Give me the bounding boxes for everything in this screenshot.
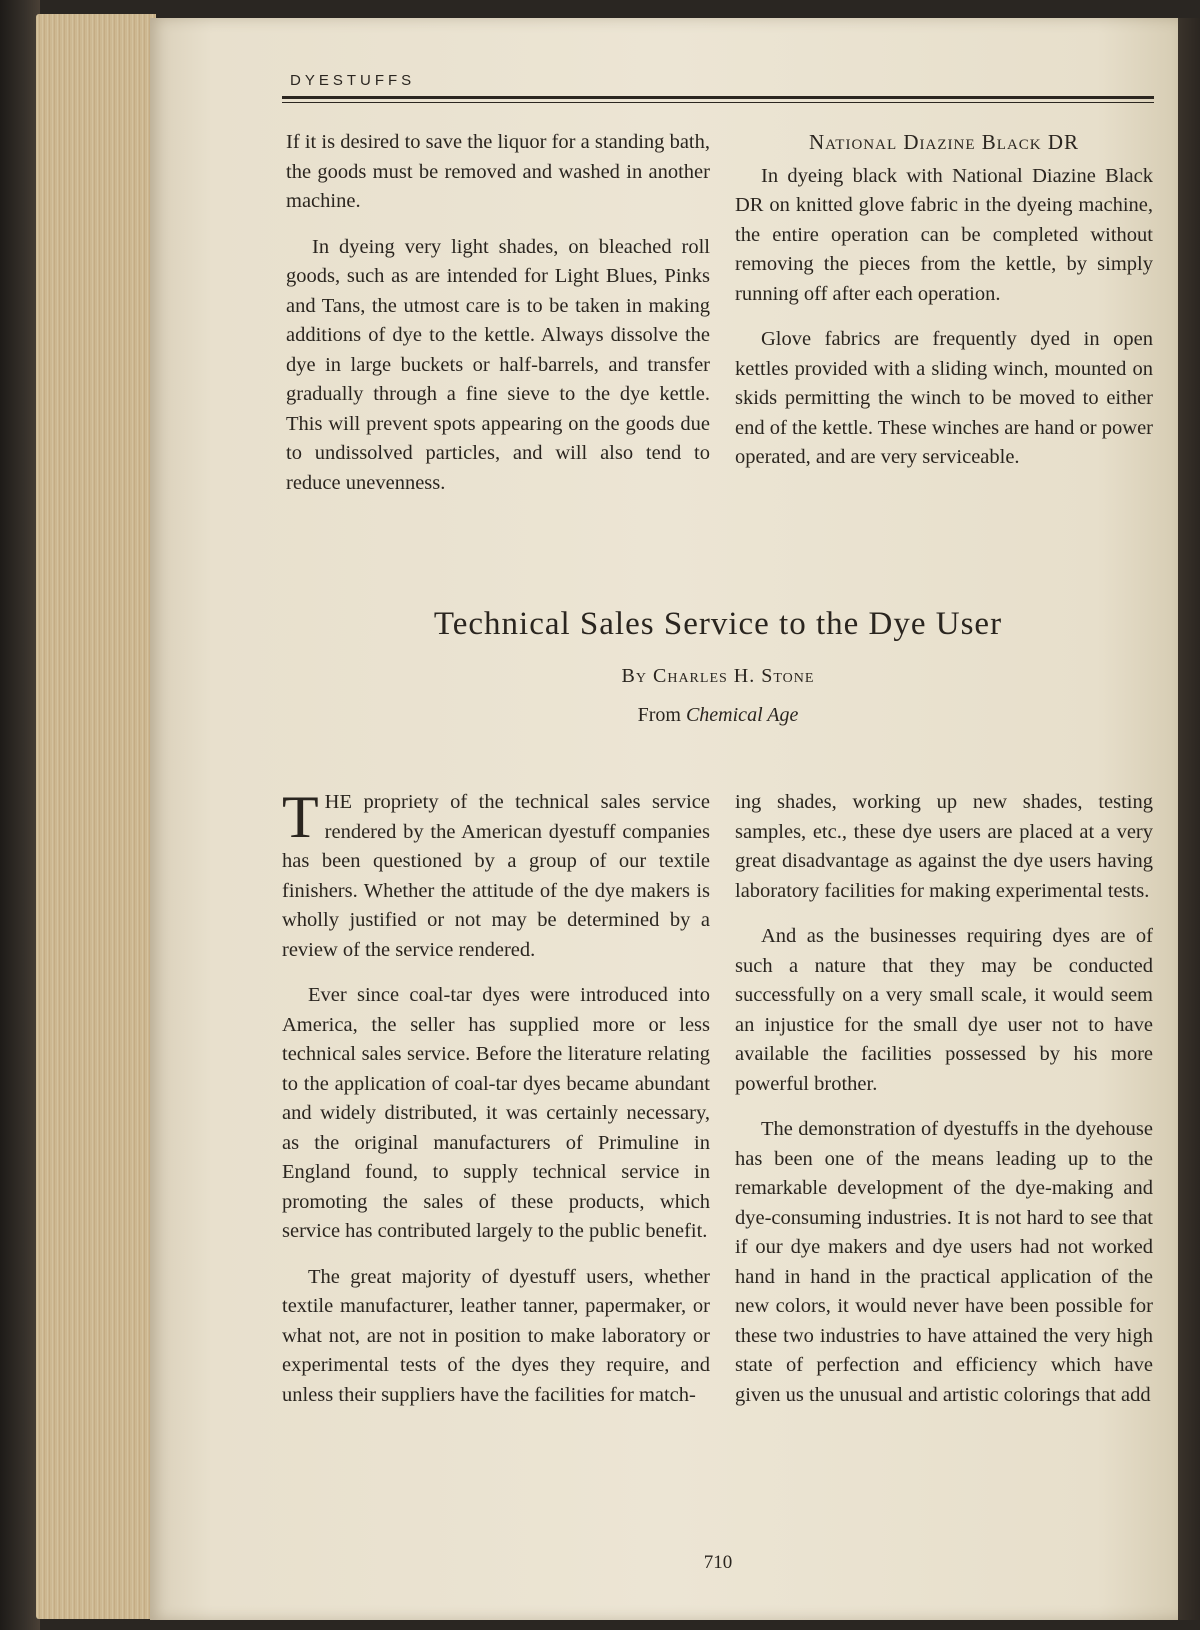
source-name: Chemical Age [685,704,799,726]
top-right-column [735,128,1153,473]
top-left-column [286,128,710,498]
paragraph: And as the businesses requiring dyes are of such a nature that they may be conducted successfully on a very small scale, it would seem an injustice for the small dye user not to have available the facilities possessed by his more powerful brother. [735,925,1153,1095]
page-number: 710 [703,1552,733,1573]
source-prefix: From [637,704,686,726]
drop-cap: T [282,784,319,850]
article-left-column [282,784,710,1410]
book-cover [0,0,40,1630]
paragraph [282,784,710,965]
paragraph: Glove fabrics are frequently dyed in open kettles provided with a sliding winch, mounted on skids permitting the winch to be moved to either end of the kettle. These winches are hand or power operated, and are very serviceable. [735,328,1153,468]
book-cover-right [1178,18,1200,1620]
article-right-column [735,788,1153,1410]
running-head: DYESTUFFS [290,72,416,89]
paragraph: The great majority of dyestuff users, whether textile manufacturer, leather tanner, papermaker, or what not, are not in position to make laboratory or experimental tests of the dyes they require, and unless their suppliers have the facilities for match- [282,1265,710,1406]
article-source [282,704,1154,727]
header-rule-thin [282,102,1154,103]
paragraph: The demonstration of dyestuffs in the dyehouse has been one of the means leading up to the remarkable development of the dye-making and dye-consuming industries. It is not hard to see that if our dye makers and dye users had not worked hand in hand in the practical application of the new colors, it would never have been possible for these two industries to have attained the very high state of perfection and efficiency which have given us the unusual and artistic colorings that add [735,1118,1153,1406]
paragraph: ing shades, working up new shades, testing samples, etc., these dye users are placed at a very great disadvantage as against the dye users having laboratory facilities for making experimental tests. [735,791,1153,902]
section-heading: National Diazine Black DR [808,130,1080,154]
article-byline: By Charles H. Stone [621,665,815,687]
paragraph: In dyeing black with National Diazine Black DR on knitted glove fabric in the dyeing machine, the entire operation can be completed without removing the pieces from the kettle, by simply running off after each operation. [735,164,1153,305]
article-title: Technical Sales Service to the Dye User [433,606,1003,642]
paragraph: Ever since coal-tar dyes were introduced into America, the seller has supplied more or less technical sales service. Before the literature relating to the application of coal-tar dyes became abundant and widely distributed, it was certainly necessary, as the original manufacturers of Primuline in England found, to supply technical service in promoting the sales of these products, which service has contributed largely to the public benefit. [282,984,710,1242]
paragraph-text: HE propriety of the technical sales service rendered by the American dyestuff companies has been questioned by a group of our textile finishers. Whether the attitude of the dye makers is wholly justified or not may be determined by a review of the service rendered. [282,791,710,961]
header-rule [282,96,1154,99]
page-stack-edges [36,14,156,1619]
paragraph: In dyeing very light shades, on bleached roll goods, such as are intended for Light Blues, Pinks and Tans, the utmost care is to be taken in making additions of dye to the kettle. Always dissolve the dye in large buckets or half-barrels, and transfer gradually through a fine sieve to the dye kettle. This will prevent spots appearing on the goods due to undissolved particles, and will also tend to reduce unevenness. [286,235,710,494]
paragraph: If it is desired to save the liquor for a standing bath, the goods must be removed and washed in another machine. [286,131,710,212]
